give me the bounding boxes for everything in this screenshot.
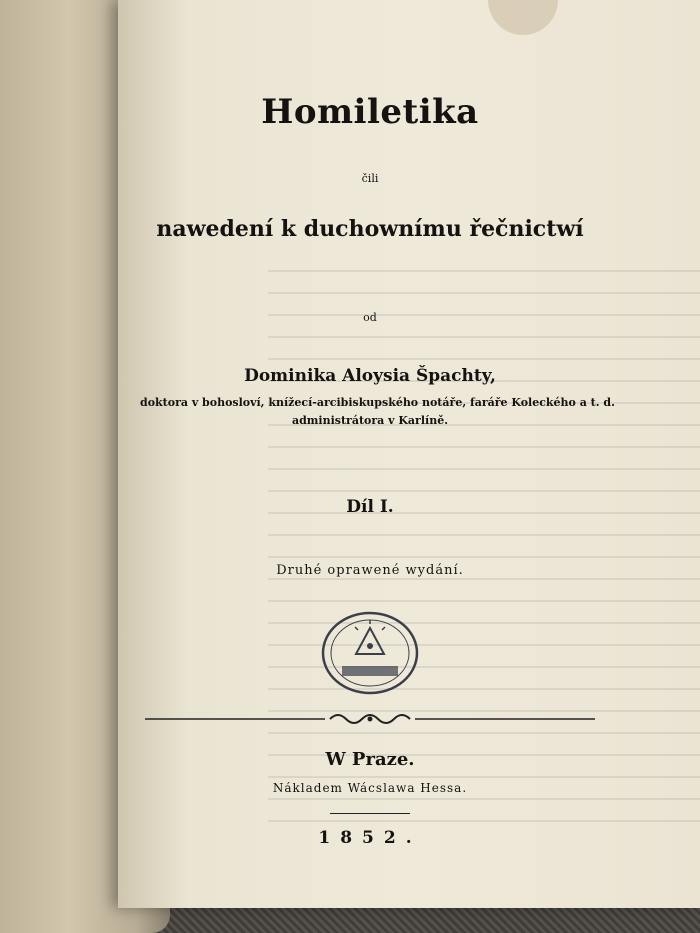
ornamental-rule: [140, 712, 600, 726]
author-description-2: administrátora v Karlíně.: [291, 414, 449, 427]
book-title: Homiletika: [261, 92, 479, 132]
by-word: od: [363, 311, 377, 324]
publication-city: W Praze.: [325, 749, 415, 770]
author-description-1: doktora v bohosloví, knížecí-arcibiskupského notáře, faráře Koleckého a t. d.: [140, 396, 615, 409]
edition-note: Druhé oprawené wydání.: [276, 563, 464, 578]
publication-year: 1852.: [318, 828, 422, 848]
part-number: Díl I.: [346, 497, 394, 517]
library-stamp: [320, 610, 420, 696]
book-subtitle: nawedení k duchownímu řečnictwí: [156, 216, 584, 242]
author-name: Dominika Aloysia Špachty,: [244, 366, 496, 386]
publisher: Nákladem Wácslawa Hessa.: [272, 781, 468, 795]
connector-word: čili: [361, 172, 379, 185]
title-page-content: [140, 0, 615, 908]
short-divider: [330, 813, 410, 814]
